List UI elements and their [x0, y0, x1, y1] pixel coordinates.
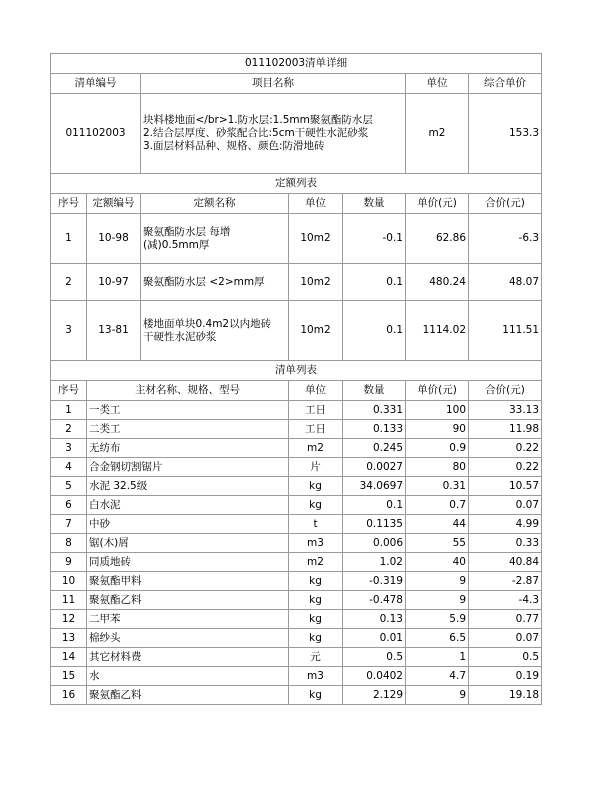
quota-header-row — [51, 194, 542, 214]
quota-total: 48.07 — [469, 264, 542, 301]
material-unit: kg — [289, 496, 343, 515]
material-name: 其它材料费 — [87, 648, 289, 667]
quota-total: -6.3 — [469, 214, 542, 264]
quota-no: 3 — [51, 301, 87, 361]
material-qty: 0.1135 — [343, 515, 406, 534]
quota-name — [141, 264, 289, 301]
material-no: 4 — [51, 458, 87, 477]
quota-col-qty: 数量 — [343, 194, 406, 214]
material-name: 聚氨酯乙料 — [87, 591, 289, 610]
quota-qty: 0.1 — [343, 264, 406, 301]
material-unit: m3 — [289, 667, 343, 686]
material-price: 1 — [406, 648, 469, 667]
quota-code: 10-97 — [87, 264, 141, 301]
material-row — [51, 496, 542, 515]
material-price: 40 — [406, 553, 469, 572]
quota-code: 10-98 — [87, 214, 141, 264]
material-qty: 34.0697 — [343, 477, 406, 496]
quota-name-line: 聚氨酯防水层 <2>mm厚 — [143, 275, 265, 288]
material-price: 100 — [406, 401, 469, 420]
material-qty: 0.1 — [343, 496, 406, 515]
quota-no: 2 — [51, 264, 87, 301]
item-name-line: 2.结合层厚度、砂浆配合比:5cm干硬性水泥砂浆 — [143, 127, 369, 139]
item-name-line: 3.面层材料品种、规格、颜色:防滑地砖 — [143, 140, 325, 152]
material-unit: kg — [289, 686, 343, 705]
quota-section-title: 定额列表 — [51, 174, 542, 194]
material-price: 9 — [406, 591, 469, 610]
material-price: 9 — [406, 572, 469, 591]
material-total: 0.22 — [469, 439, 542, 458]
quota-name — [141, 214, 289, 264]
material-row — [51, 591, 542, 610]
material-unit: kg — [289, 610, 343, 629]
material-name: 中砂 — [87, 515, 289, 534]
material-unit: kg — [289, 591, 343, 610]
material-no: 5 — [51, 477, 87, 496]
material-total: 33.13 — [469, 401, 542, 420]
quota-name-line: 楼地面单块0.4m2以内地砖 — [143, 317, 272, 330]
material-name: 白水泥 — [87, 496, 289, 515]
item-code: 011102003 — [51, 94, 141, 174]
material-no: 3 — [51, 439, 87, 458]
materials-header-row — [51, 381, 542, 401]
material-row — [51, 439, 542, 458]
material-name: 无纺布 — [87, 439, 289, 458]
material-unit: kg — [289, 477, 343, 496]
item-price: 153.3 — [469, 94, 542, 174]
material-price: 6.5 — [406, 629, 469, 648]
material-qty: 0.133 — [343, 420, 406, 439]
material-total: 19.18 — [469, 686, 542, 705]
material-price: 80 — [406, 458, 469, 477]
material-qty: 0.01 — [343, 629, 406, 648]
material-total: 11.98 — [469, 420, 542, 439]
quota-name — [141, 301, 289, 361]
material-unit: m3 — [289, 534, 343, 553]
material-name: 锯(木)屑 — [87, 534, 289, 553]
material-unit: 片 — [289, 458, 343, 477]
material-no: 11 — [51, 591, 87, 610]
material-no: 10 — [51, 572, 87, 591]
material-qty: 0.245 — [343, 439, 406, 458]
quota-col-unit: 单位 — [289, 194, 343, 214]
quota-no: 1 — [51, 214, 87, 264]
material-row — [51, 572, 542, 591]
material-total: 0.07 — [469, 496, 542, 515]
quota-qty: -0.1 — [343, 214, 406, 264]
material-name: 二甲苯 — [87, 610, 289, 629]
materials-section-title: 清单列表 — [51, 361, 542, 381]
material-row — [51, 553, 542, 572]
material-no: 13 — [51, 629, 87, 648]
material-unit: m2 — [289, 553, 343, 572]
material-name: 水 — [87, 667, 289, 686]
quota-code: 13-81 — [87, 301, 141, 361]
quota-row — [51, 301, 542, 361]
material-unit: t — [289, 515, 343, 534]
material-total: -4.3 — [469, 591, 542, 610]
material-no: 14 — [51, 648, 87, 667]
material-total: 0.07 — [469, 629, 542, 648]
material-qty: 0.006 — [343, 534, 406, 553]
material-total: 0.77 — [469, 610, 542, 629]
material-name: 聚氨酯乙料 — [87, 686, 289, 705]
material-row — [51, 458, 542, 477]
material-row — [51, 686, 542, 705]
material-name: 同质地砖 — [87, 553, 289, 572]
material-unit: 工日 — [289, 401, 343, 420]
material-no: 16 — [51, 686, 87, 705]
material-total: 40.84 — [469, 553, 542, 572]
material-price: 44 — [406, 515, 469, 534]
material-row — [51, 648, 542, 667]
material-no: 12 — [51, 610, 87, 629]
material-name: 合金钢切割锯片 — [87, 458, 289, 477]
material-name: 聚氨酯甲料 — [87, 572, 289, 591]
materials-col-unit: 单位 — [289, 381, 343, 401]
material-no: 15 — [51, 667, 87, 686]
quota-unit: 10m2 — [289, 214, 343, 264]
material-row — [51, 401, 542, 420]
quota-qty: 0.1 — [343, 301, 406, 361]
material-name: 一类工 — [87, 401, 289, 420]
material-qty: 0.5 — [343, 648, 406, 667]
material-unit: m2 — [289, 439, 343, 458]
materials-col-price: 单价(元) — [406, 381, 469, 401]
material-name: 棉纱头 — [87, 629, 289, 648]
material-qty: 1.02 — [343, 553, 406, 572]
material-no: 9 — [51, 553, 87, 572]
material-row — [51, 610, 542, 629]
material-price: 0.7 — [406, 496, 469, 515]
material-price: 5.9 — [406, 610, 469, 629]
material-total: 0.19 — [469, 667, 542, 686]
material-unit: 工日 — [289, 420, 343, 439]
quota-unit: 10m2 — [289, 264, 343, 301]
quota-total: 111.51 — [469, 301, 542, 361]
material-total: 0.5 — [469, 648, 542, 667]
bill-detail-table — [50, 53, 542, 705]
quota-unit: 10m2 — [289, 301, 343, 361]
quota-col-no: 序号 — [51, 194, 87, 214]
material-qty: 0.13 — [343, 610, 406, 629]
material-name: 二类工 — [87, 420, 289, 439]
material-price: 9 — [406, 686, 469, 705]
quota-row — [51, 264, 542, 301]
material-qty: 0.0402 — [343, 667, 406, 686]
material-qty: 0.331 — [343, 401, 406, 420]
item-name — [141, 94, 406, 174]
quota-col-name: 定额名称 — [141, 194, 289, 214]
quota-name-line: (减)0.5mm厚 — [143, 238, 210, 251]
material-price: 55 — [406, 534, 469, 553]
material-total: 4.99 — [469, 515, 542, 534]
material-row — [51, 534, 542, 553]
materials-col-qty: 数量 — [343, 381, 406, 401]
quota-col-total: 合价(元) — [469, 194, 542, 214]
materials-col-no: 序号 — [51, 381, 87, 401]
header-unit: 单位 — [406, 74, 469, 94]
quota-row — [51, 214, 542, 264]
material-unit: 元 — [289, 648, 343, 667]
table-title: 011102003清单详细 — [51, 54, 542, 74]
material-no: 2 — [51, 420, 87, 439]
header-name: 项目名称 — [141, 74, 406, 94]
material-no: 6 — [51, 496, 87, 515]
quota-name-line: 干硬性水泥砂浆 — [143, 330, 217, 343]
material-price: 90 — [406, 420, 469, 439]
material-row — [51, 629, 542, 648]
material-price: 0.31 — [406, 477, 469, 496]
material-price: 0.9 — [406, 439, 469, 458]
material-qty: 2.129 — [343, 686, 406, 705]
header-code: 清单编号 — [51, 74, 141, 94]
material-qty: 0.0027 — [343, 458, 406, 477]
material-row — [51, 667, 542, 686]
material-no: 8 — [51, 534, 87, 553]
material-row — [51, 477, 542, 496]
quota-price: 1114.02 — [406, 301, 469, 361]
material-total: 0.22 — [469, 458, 542, 477]
quota-price: 480.24 — [406, 264, 469, 301]
material-unit: kg — [289, 629, 343, 648]
material-qty: -0.319 — [343, 572, 406, 591]
material-qty: -0.478 — [343, 591, 406, 610]
quota-col-price: 单价(元) — [406, 194, 469, 214]
quota-price: 62.86 — [406, 214, 469, 264]
materials-col-name: 主材名称、规格、型号 — [87, 381, 289, 401]
materials-col-total: 合价(元) — [469, 381, 542, 401]
material-total: 0.33 — [469, 534, 542, 553]
material-price: 4.7 — [406, 667, 469, 686]
material-name: 水泥 32.5级 — [87, 477, 289, 496]
material-row — [51, 420, 542, 439]
item-unit: m2 — [406, 94, 469, 174]
quota-name-line: 聚氨酯防水层 每增 — [143, 225, 231, 238]
quota-col-code: 定额编号 — [87, 194, 141, 214]
item-name-line: 块料楼地面</br>1.防水层:1.5mm聚氨酯防水层 — [143, 114, 373, 126]
material-total: -2.87 — [469, 572, 542, 591]
material-no: 1 — [51, 401, 87, 420]
material-total: 10.57 — [469, 477, 542, 496]
material-no: 7 — [51, 515, 87, 534]
header-price: 综合单价 — [469, 74, 542, 94]
material-unit: kg — [289, 572, 343, 591]
material-row — [51, 515, 542, 534]
